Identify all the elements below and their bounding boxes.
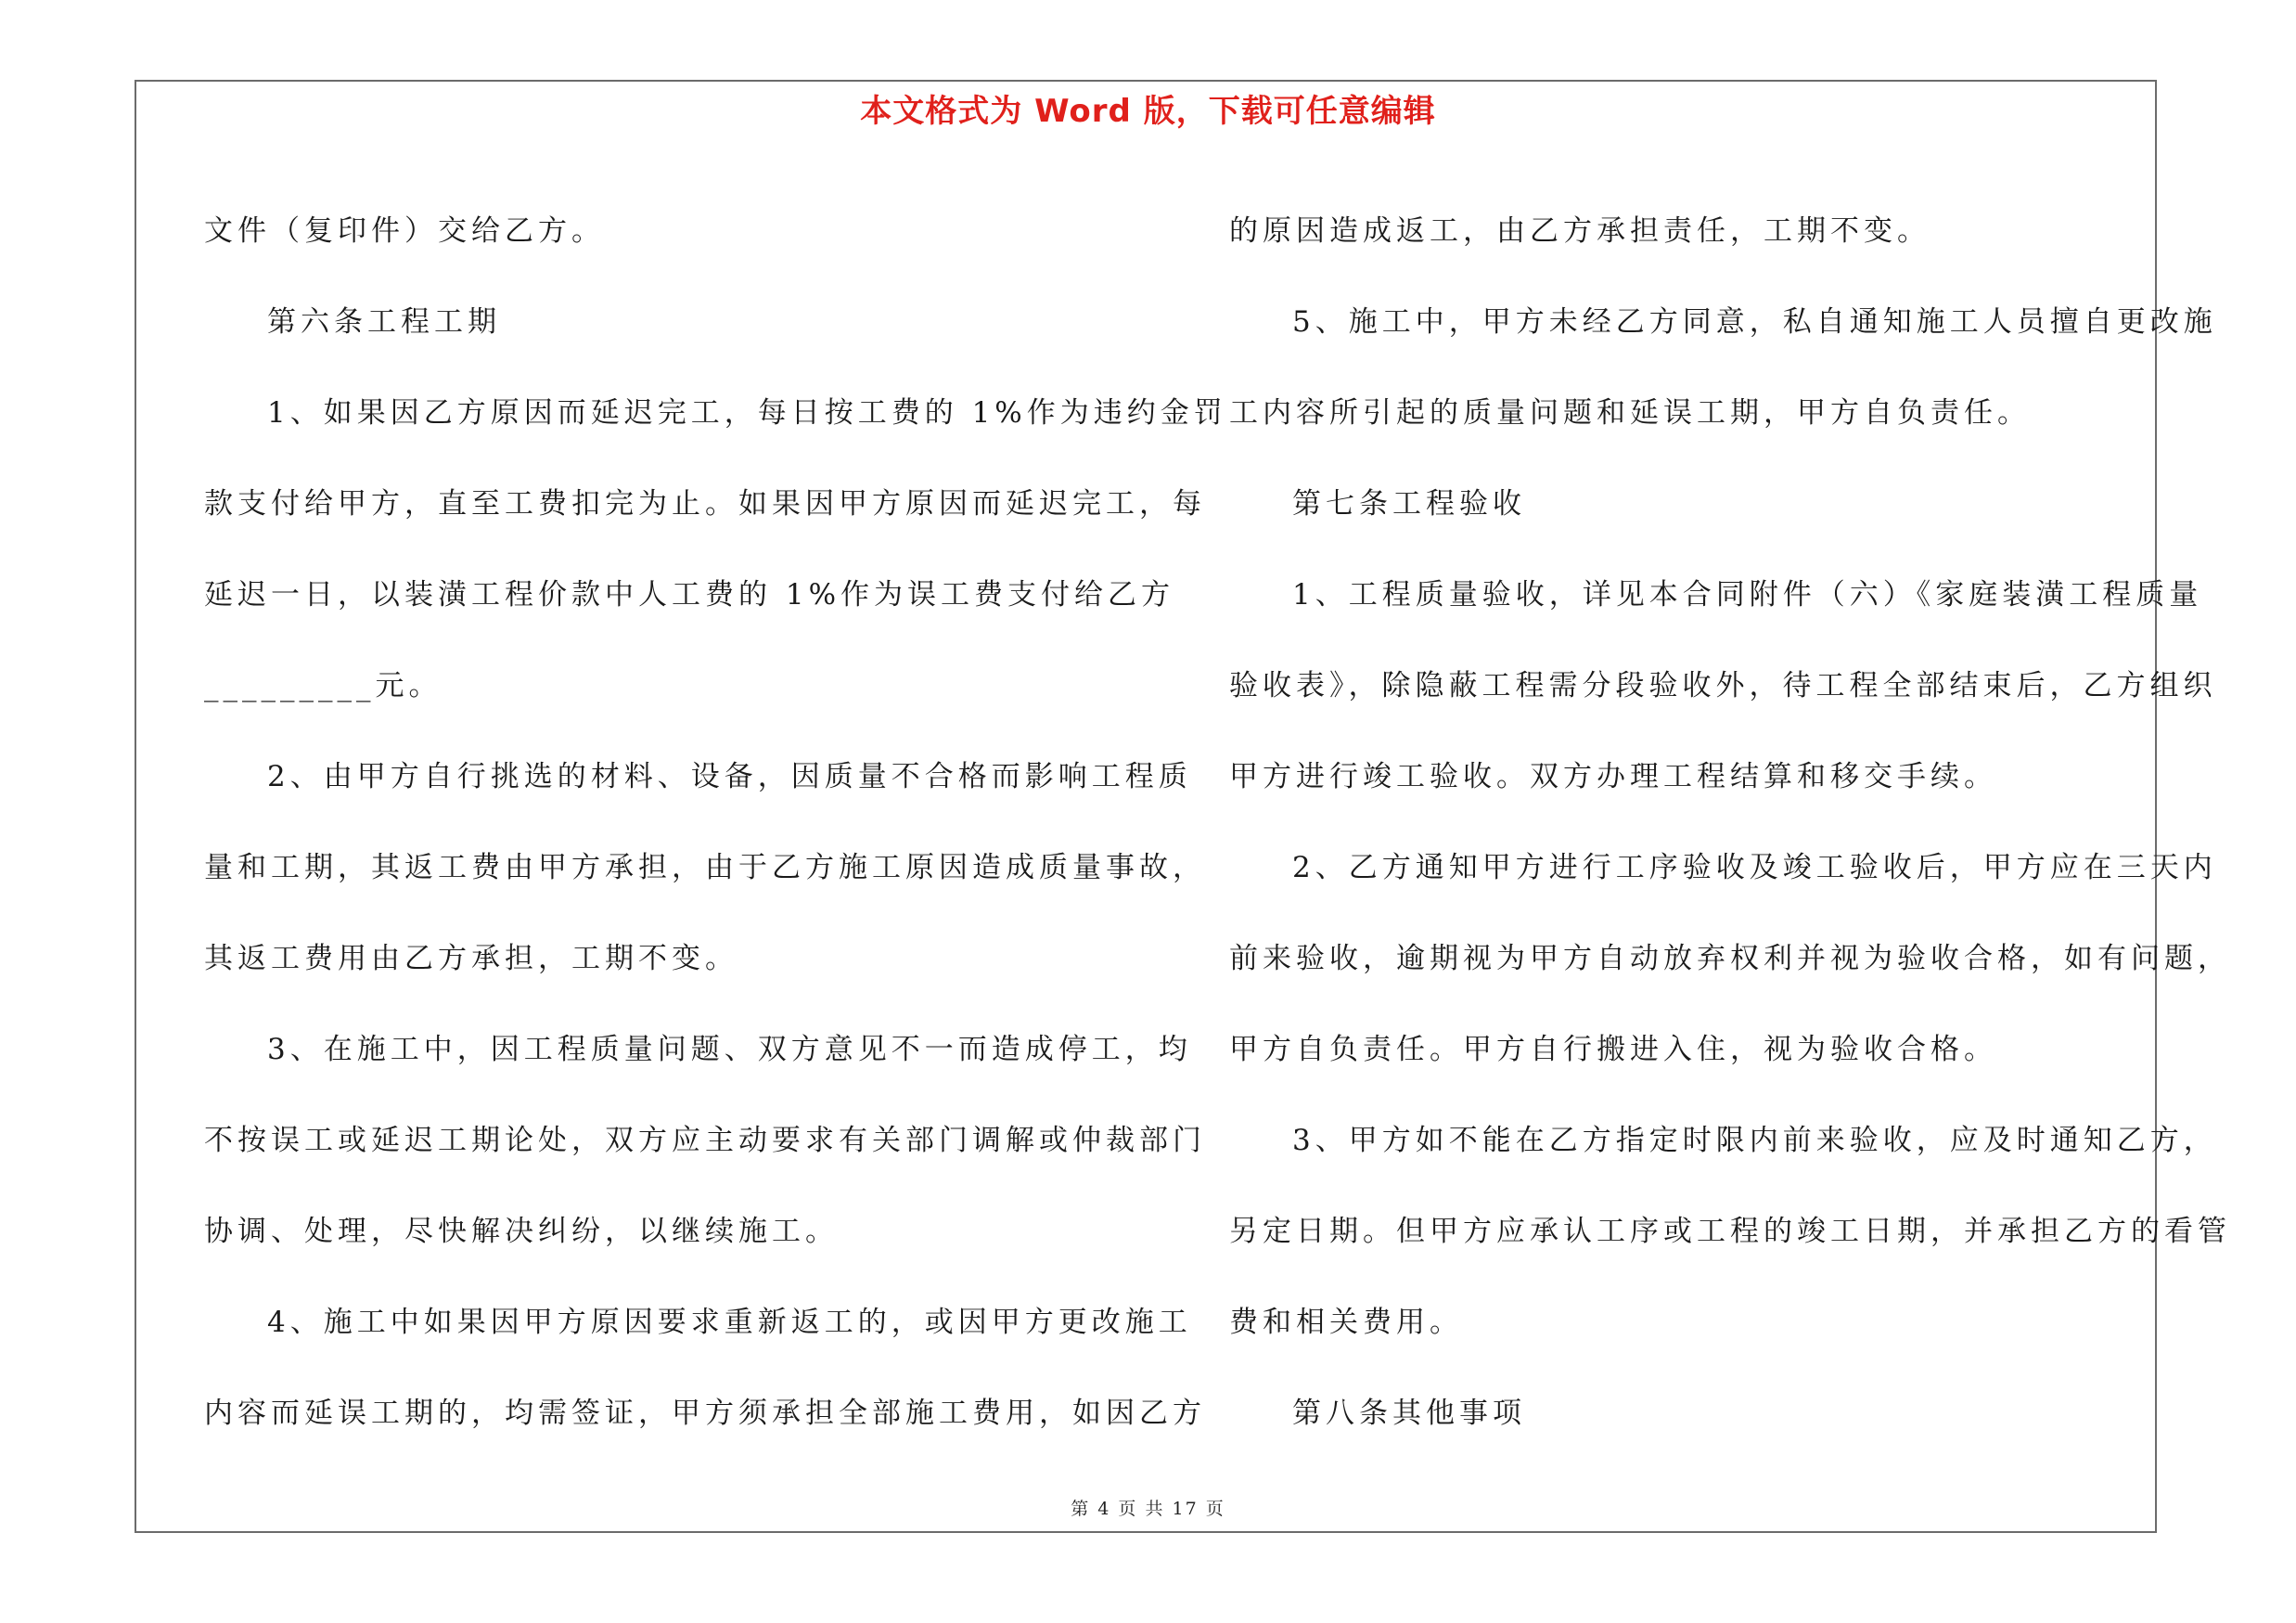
- paragraph-line: 内容而延误工期的，均需签证，甲方须承担全部施工费用，如因乙方: [204, 1397, 1206, 1430]
- paragraph-line: 第七条工程验收: [1292, 487, 1526, 521]
- paragraph-line: 不按误工或延迟工期论处，双方应主动要求有关部门调解或仲裁部门: [204, 1124, 1206, 1157]
- word-format-banner: 本文格式为 Word 版，下载可任意编辑: [860, 93, 1436, 130]
- paragraph-line: 2、乙方通知甲方进行工序验收及竣工验收后，甲方应在三天内: [1292, 851, 2217, 884]
- paragraph-line: 另定日期。但甲方应承认工序或工程的竣工日期，并承担乙方的看管: [1229, 1215, 2231, 1248]
- paragraph-line: 甲方进行竣工验收。双方办理工程结算和移交手续。: [1229, 760, 1997, 793]
- paragraph-line: 其返工费用由乙方承担，工期不变。: [204, 942, 738, 975]
- paragraph-line: 量和工期，其返工费由甲方承担，由于乙方施工原因造成质量事故，: [204, 851, 1206, 884]
- paragraph-line: 前来验收，逾期视为甲方自动放弃权利并视为验收合格，如有问题，: [1229, 942, 2231, 975]
- paragraph-line: 1、如果因乙方原因而延迟完工，每日按工费的 1%作为违约金罚: [267, 396, 1227, 430]
- paragraph-line: 第八条其他事项: [1292, 1397, 1526, 1430]
- paragraph-line: 2、由甲方自行挑选的材料、设备，因质量不合格而影响工程质: [267, 760, 1192, 793]
- paragraph-line: 款支付给甲方，直至工费扣完为止。如果因甲方原因而延迟完工，每: [204, 487, 1206, 521]
- paragraph-line: 文件（复印件）交给乙方。: [204, 214, 605, 248]
- paragraph-line: 工内容所引起的质量问题和延误工期，甲方自负责任。: [1229, 396, 2031, 430]
- paragraph-line: 的原因造成返工，由乙方承担责任，工期不变。: [1229, 214, 1930, 248]
- left-column: [204, 186, 1227, 1459]
- paragraph-line: 1、工程质量验收，详见本合同附件（六）《家庭装潢工程质量: [1292, 578, 2203, 612]
- paragraph-line: 3、甲方如不能在乙方指定时限内前来验收，应及时通知乙方，: [1292, 1124, 2217, 1157]
- page-number-footer: 第 4 页 共 17 页: [1071, 1499, 1225, 1519]
- paragraph-line: 甲方自负责任。甲方自行搬进入住，视为验收合格。: [1229, 1033, 1997, 1066]
- paragraph-line: 5、施工中，甲方未经乙方同意，私自通知施工人员擅自更改施: [1292, 305, 2217, 339]
- paragraph-line: 3、在施工中，因工程质量问题、双方意见不一而造成停工，均: [267, 1033, 1192, 1066]
- paragraph-line: 4、施工中如果因甲方原因要求重新返工的，或因甲方更改施工: [267, 1306, 1192, 1339]
- paragraph-line: 费和相关费用。: [1229, 1306, 1463, 1339]
- paragraph-line: _________元。: [204, 669, 443, 702]
- paragraph-line: 第六条工程工期: [267, 305, 501, 339]
- paragraph-line: 验收表》，除隐蔽工程需分段验收外，待工程全部结束后，乙方组织: [1229, 669, 2217, 702]
- paragraph-line: 延迟一日，以装潢工程价款中人工费的 1%作为误工费支付给乙方: [204, 578, 1175, 612]
- paragraph-line: 协调、处理，尽快解决纠纷，以继续施工。: [204, 1215, 839, 1248]
- right-column: [1229, 186, 2231, 1459]
